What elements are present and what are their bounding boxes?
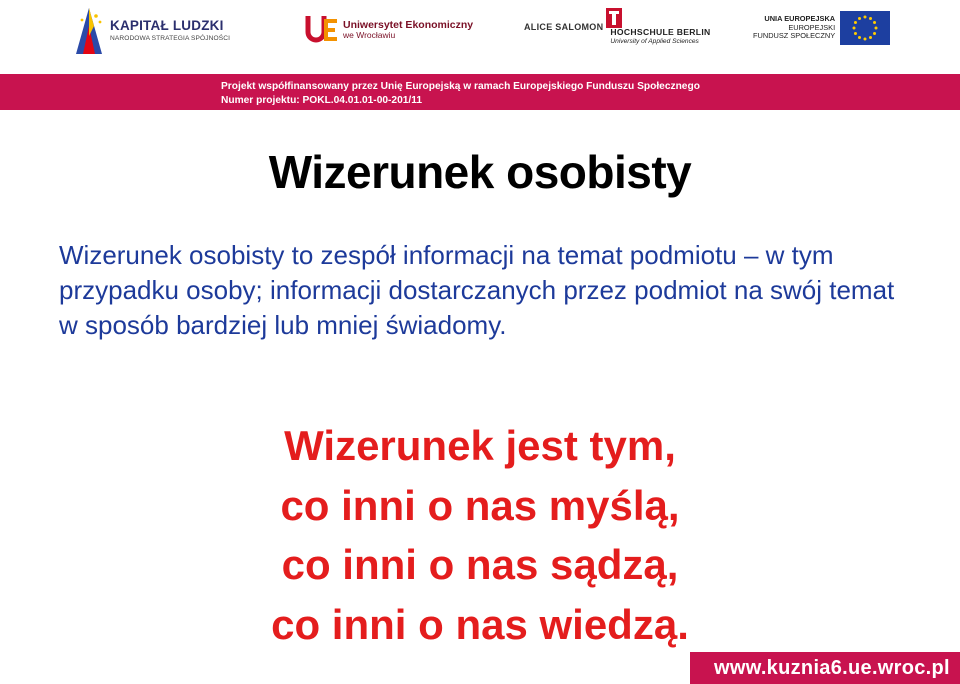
project-funding-banner <box>0 74 960 110</box>
eu-star <box>853 27 856 30</box>
quote-line-1: Wizerunek jest tym, <box>284 422 676 469</box>
banner-line-funding: Projekt współfinansowany przez Unię Europejską w ramach Europejskiego Funduszu Społecznego <box>221 81 700 92</box>
logo-bar <box>0 0 960 72</box>
ue-name-line2: we Wrocławiu <box>343 30 396 41</box>
ue-wroclaw-logo <box>305 10 473 50</box>
kapital-ludzki-subtitle: NARODOWA STRATEGIA SPÓJNOŚCI <box>110 35 231 43</box>
eu-star <box>869 17 872 20</box>
eu-star <box>869 36 872 39</box>
eu-line2: EUROPEJSKI <box>788 22 836 32</box>
eu-line3: FUNDUSZ SPOŁECZNY <box>753 31 836 41</box>
definition-paragraph: Wizerunek osobisty to zespół informacji na temat podmiotu – w tym przypadku osoby; informacji dostarczanych przez podmiot na swój temat w sposób bardziej lub mniej świadomy. <box>59 240 895 340</box>
quote-block <box>0 416 960 654</box>
ue-monogram-icon <box>305 13 339 47</box>
eu-star <box>858 17 861 20</box>
eu-star <box>864 38 867 41</box>
quote-line-3: co inni o nas sądzą, <box>281 541 679 588</box>
footer-url: www.kuznia6.ue.wroc.pl <box>690 652 960 684</box>
eu-star <box>858 36 861 39</box>
alice-salomon-name: ALICE SALOMON <box>524 22 604 32</box>
eu-star <box>873 32 876 35</box>
ue-name-line1: Uniwersytet Ekonomiczny <box>343 19 474 32</box>
kapital-ludzki-emblem-icon <box>74 6 104 56</box>
unia-europejska-logo <box>753 8 890 48</box>
eu-star <box>864 16 867 19</box>
eu-star <box>875 27 878 30</box>
eu-star <box>854 32 857 35</box>
banner-line-project-number: Numer projektu: POKL.04.01.01-00-201/11 <box>221 95 423 106</box>
eu-flag-icon <box>840 11 890 45</box>
alice-salomon-school: HOCHSCHULE BERLIN <box>610 27 711 38</box>
eu-line1: UNIA EUROPEJSKA <box>764 13 836 23</box>
page-title: Wizerunek osobisty <box>268 146 692 198</box>
kapital-ludzki-title: KAPITAŁ LUDZKI <box>110 17 224 33</box>
alice-salomon-emblem-icon <box>606 8 622 28</box>
kapital-ludzki-logo <box>74 4 230 58</box>
alice-salomon-tagline: University of Applied Sciences <box>610 38 699 46</box>
alice-salomon-logo <box>524 4 711 50</box>
eu-star <box>854 21 857 24</box>
eu-star <box>873 21 876 24</box>
quote-line-2: co inni o nas myślą, <box>280 481 680 529</box>
quote-line-4: co inni o nas wiedzą. <box>271 600 689 648</box>
